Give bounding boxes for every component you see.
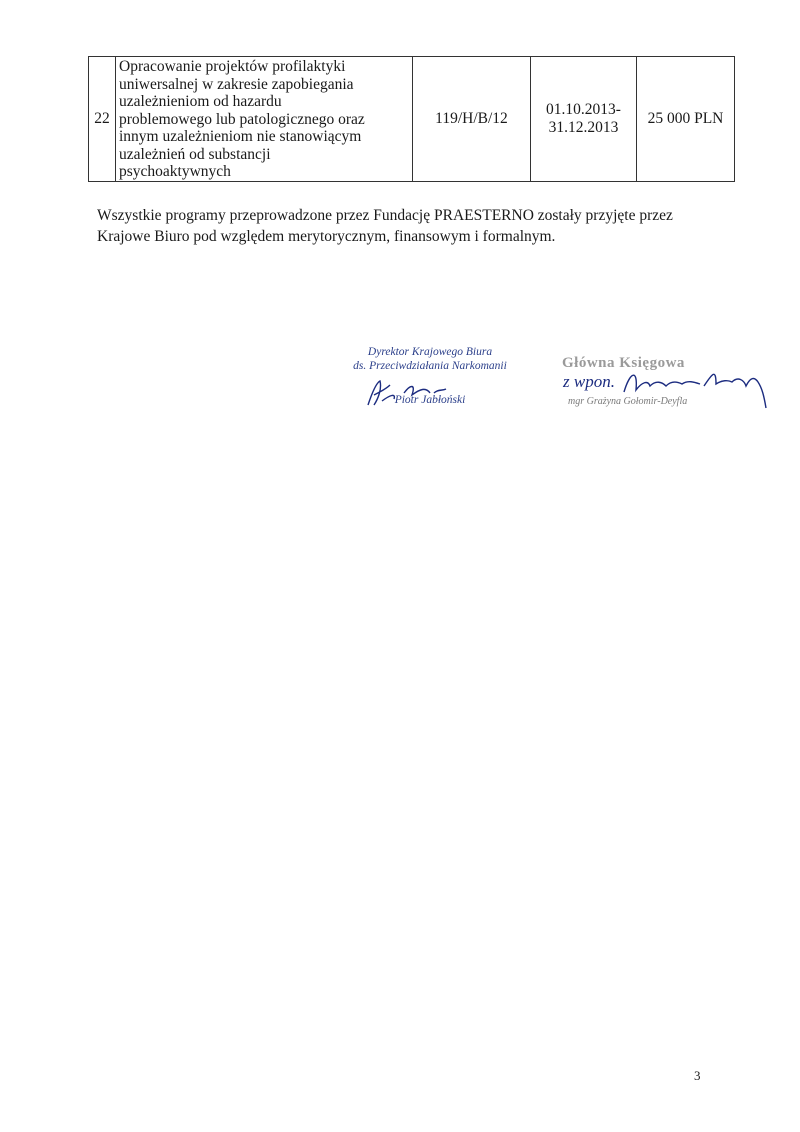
program-description-cell: Opracowanie projektów profilaktyki uniwersalnej w zakresie zapobiegania uzależnieniom od hazardu problemowego lub patologicznego oraz innym uzależnieniom nie stanowiącym uzależnień od substancji psychoaktywnych [116,57,413,182]
director-signature-icon [360,375,470,411]
director-stamp-office: ds. Przeciwdziałania Narkomanii [353,360,507,372]
amount-cell: 25 000 PLN [637,57,735,182]
paragraph-line-1: Wszystkie programy przeprowadzone przez Fundację PRAESTERNO zostały przyjęte przez [97,207,673,224]
programs-table [88,56,735,182]
table-row [89,57,735,182]
programs-table-wrapper [88,56,735,182]
agreement-number-cell: 119/H/B/12 [413,57,531,182]
page-number: 3 [694,1068,701,1083]
acceptance-paragraph [97,205,737,247]
on-behalf-prefix: z wpon. [563,372,615,391]
paragraph-line-2: Krajowe Biuro pod względem merytorycznym, finansowym i formalnym. [97,228,556,245]
chief-accountant-title: Główna Księgowa [562,355,685,371]
chief-accountant-name: mgr Grażyna Gołomir-Deyfla [568,396,688,407]
director-stamp-name: Piotr Jabłoński [394,394,466,406]
chief-accountant-signature-icon [620,362,770,412]
row-number-cell: 22 [89,57,116,182]
date-range-cell: 01.10.2013- 31.12.2013 [531,57,637,182]
director-stamp-title: Dyrektor Krajowego Biura [367,346,493,358]
